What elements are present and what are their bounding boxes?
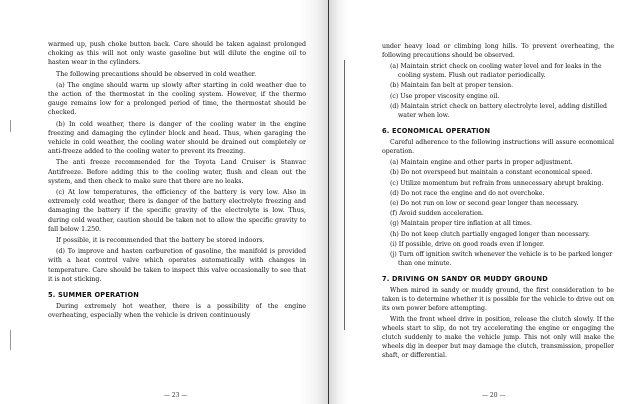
page-number: — 23 — <box>164 392 188 399</box>
list-item: (c) Utilize momentum but refrain from unnecessary abrupt braking. <box>390 179 604 187</box>
paragraph: warmed up, push choke button back. Care should be taken against prolonged choking as this will not only waste gasoline but will dilute the engine oil to hasten wear in the cylinders. <box>48 41 306 67</box>
left-margin-mark <box>10 120 11 132</box>
list-item: (j) Turn off ignition switch whenever the vehicle is to be parked longer than one minute. <box>390 251 613 268</box>
paragraph: The following precautions should be observed in cold weather. <box>56 70 257 78</box>
book-gutter <box>300 0 348 404</box>
paragraph: (a) The engine should warm up slowly after starting in cold weather due to the action of the thermostat in the cooling system. However, if the thermo gauge remains low for a prolonged period of time, the thermostat should be checked. <box>48 81 306 117</box>
left-page <box>48 0 306 404</box>
paragraph: (b) In cold weather, there is danger of the cooling water in the engine freezing and damaging the cylinder block and head. Thus, when garaging the vehicle in cold weather, the cooling water should be drained out completely or anti-freeze added to the cooling water to prevent its freezing. <box>48 120 306 156</box>
page-edge-line-inner <box>344 60 345 330</box>
paragraph: The anti freeze recommended for the Toyota Land Cruiser is Stanvac Antifreeze. Before adding this to the cooling water, flush and clean out the system, and then check to make sure that there are no leaks. <box>48 159 306 185</box>
paragraph: Careful adherence to the following instructions will assure economical operation. <box>382 139 614 156</box>
list-item: (e) Do not run on low or second gear longer than necessary. <box>390 200 579 208</box>
page-number: — 20 — <box>482 392 506 399</box>
list-item: (a) Maintain strict check on cooling water level and for leaks in the cooling system. Flush out radiator periodically. <box>390 63 602 80</box>
list-item: (a) Maintain engine and other parts in proper adjustment. <box>390 159 573 167</box>
paragraph: During extremely hot weather, there is a possibility of the engine overheating, especially when the vehicle is driven continuously <box>48 303 306 320</box>
list-item: (d) Maintain strict check on battery electrolyte level, adding distilled water when low. <box>390 102 607 120</box>
left-page-content <box>48 40 306 322</box>
list-item: (f) Avoid sudden acceleration. <box>390 210 484 218</box>
list-item: (b) Do not overspeed but maintain a constant economical speed. <box>390 169 593 177</box>
list-item: (i) If possible, drive on good roads even if longer. <box>390 240 545 248</box>
paragraph: With the front wheel drive in position, release the clutch slowly. If the wheels start to slip, do not try accelerating the engine or engaging the clutch suddenly to make the vehicle jump. This not only will make the wheels dig in deeper but may damage the clutch, transmission, propeller shaft, or differential. <box>382 316 614 360</box>
section-heading: 6. ECONOMICAL OPERATION <box>382 127 491 136</box>
list-item: (g) Maintain proper tire inflation at all times. <box>390 220 532 228</box>
paragraph: When mired in sandy or muddy ground, the first consideration to be taken is to determine whether it is possible for the vehicle to drive out on its own power before attempting. <box>382 287 614 313</box>
paragraph: (d) To improve and hasten carburetion of gasoline, the manifold is provided with a heat control valve which operates automatically with changes in temperature. Care should be taken to inspect this valve occasionally to see that it is not sticking. <box>48 248 306 283</box>
right-page <box>382 0 614 404</box>
list-item: (h) Do not keep clutch partially engaged longer than necessary. <box>390 230 590 238</box>
paragraph: (c) At low temperatures, the efficiency of the battery is very low. Also in extremely cold weather, there is danger of the battery electrolyte freezing and damaging the battery if the specific gravity of the electrolyte is low. Thus, during cold weather, caution should be taken not to allow the specific gravity to fall below 1.250. <box>48 189 306 233</box>
paragraph: under heavy load or climbing long hills. To prevent overheating, the following precautions should be observed. <box>382 43 614 59</box>
left-margin-mark <box>10 330 11 350</box>
list-item: (d) Do not race the engine and do not overchoke. <box>390 189 545 197</box>
list-item: (b) Maintain fan belt at proper tension. <box>390 82 514 90</box>
right-page-content <box>382 42 614 362</box>
list-item: (c) Use proper viscosity engine oil. <box>390 92 500 100</box>
section-heading: 5. SUMMER OPERATION <box>48 291 139 300</box>
section-heading: 7. DRIVING ON SANDY OR MUDDY GROUND <box>382 275 548 284</box>
page-edge-line <box>328 0 329 404</box>
paragraph: If possible, it is recommended that the battery be stored indoors. <box>56 237 265 245</box>
